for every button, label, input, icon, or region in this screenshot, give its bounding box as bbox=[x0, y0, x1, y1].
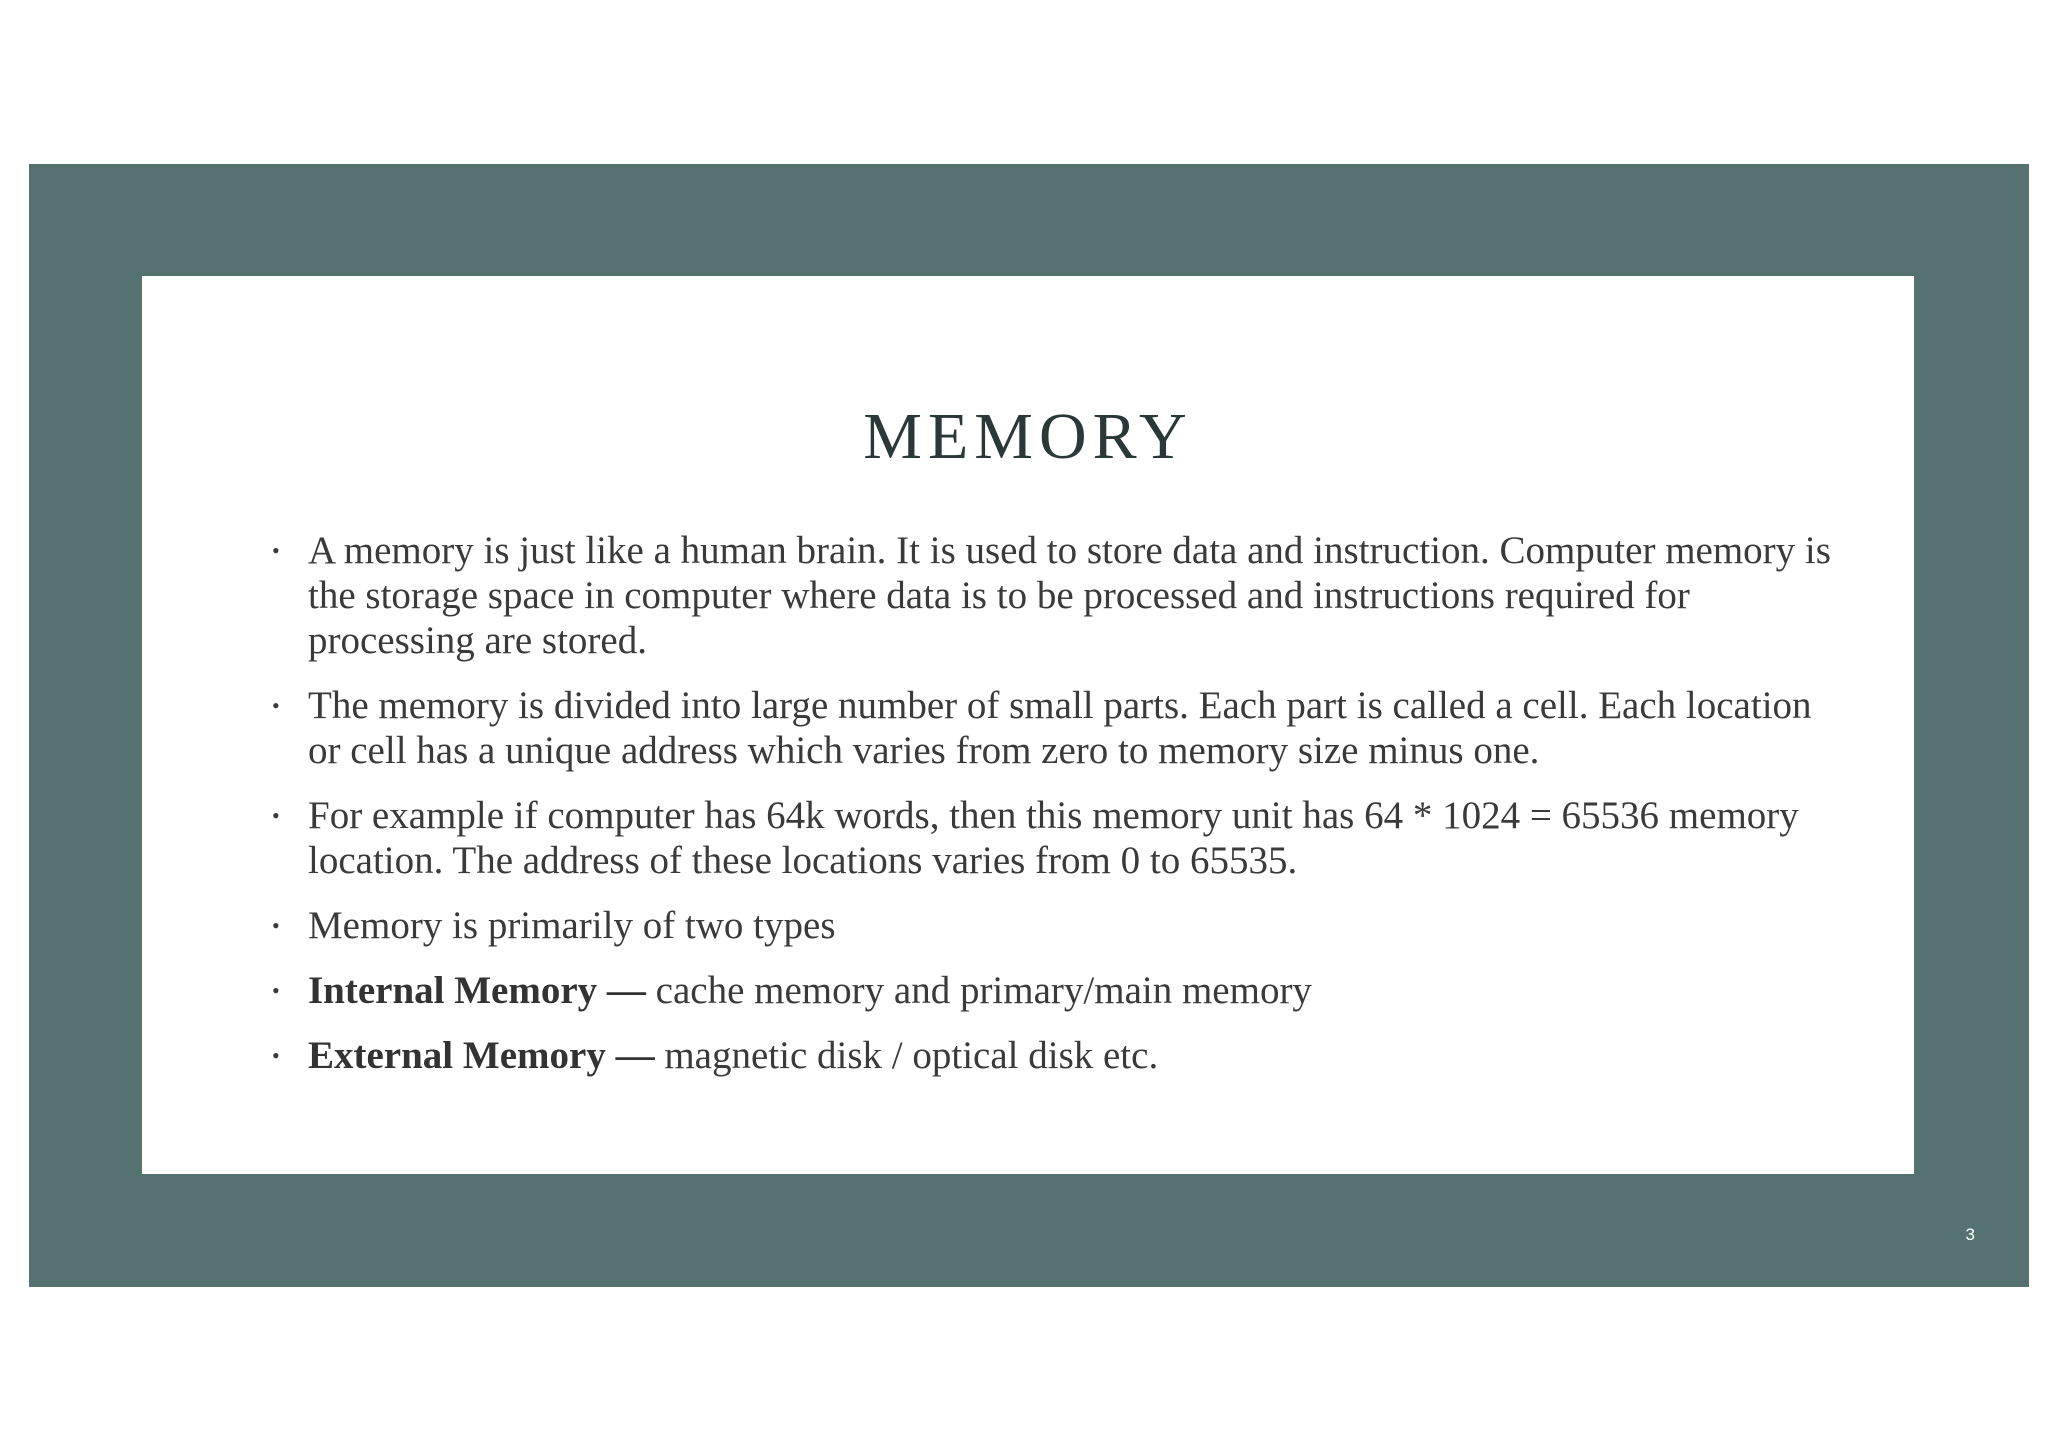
bullet-text: cache memory and primary/main memory bbox=[645, 969, 1312, 1012]
bullet-dot-icon: • bbox=[272, 913, 280, 938]
bullet-text: The memory is divided into large number of small parts. Each part is called a cell. Each location or cell has a unique address which varies from zero to memory size minus one. bbox=[308, 684, 1812, 772]
bullet-dot-icon: • bbox=[272, 693, 280, 718]
bullet-dot-icon: • bbox=[272, 538, 280, 563]
slide-number: 3 bbox=[1965, 1225, 1975, 1244]
bullet-dot-icon: • bbox=[272, 978, 280, 1003]
bullet-bold-text: External Memory — bbox=[308, 1034, 655, 1077]
bullet-item bbox=[272, 528, 1842, 663]
bullet-item bbox=[272, 683, 1842, 773]
bullet-text: A memory is just like a human brain. It is used to store data and instruction. Computer memory is the storage space in computer where data is to be processed and instructions required for processing are stored. bbox=[308, 529, 1831, 662]
bullet-dot-icon: • bbox=[272, 1043, 280, 1068]
bullet-bold-text: Internal Memory — bbox=[308, 969, 646, 1012]
slide-title: MEMORY bbox=[863, 400, 1193, 473]
bullet-item bbox=[272, 793, 1842, 883]
bullet-text: magnetic disk / optical disk etc. bbox=[654, 1034, 1159, 1077]
bullet-item bbox=[272, 1033, 1842, 1078]
content-panel bbox=[142, 276, 1914, 1174]
bullet-dot-icon: • bbox=[272, 803, 280, 828]
bullet-list bbox=[272, 528, 1842, 1098]
bullet-text: For example if computer has 64k words, then this memory unit has 64 * 1024 = 65536 memory location. The address of these locations varies from 0 to 65535. bbox=[308, 794, 1799, 882]
bullet-text: Memory is primarily of two types bbox=[308, 904, 836, 947]
bullet-item bbox=[272, 968, 1842, 1013]
slide-frame bbox=[29, 164, 2029, 1287]
bullet-item bbox=[272, 903, 1842, 948]
